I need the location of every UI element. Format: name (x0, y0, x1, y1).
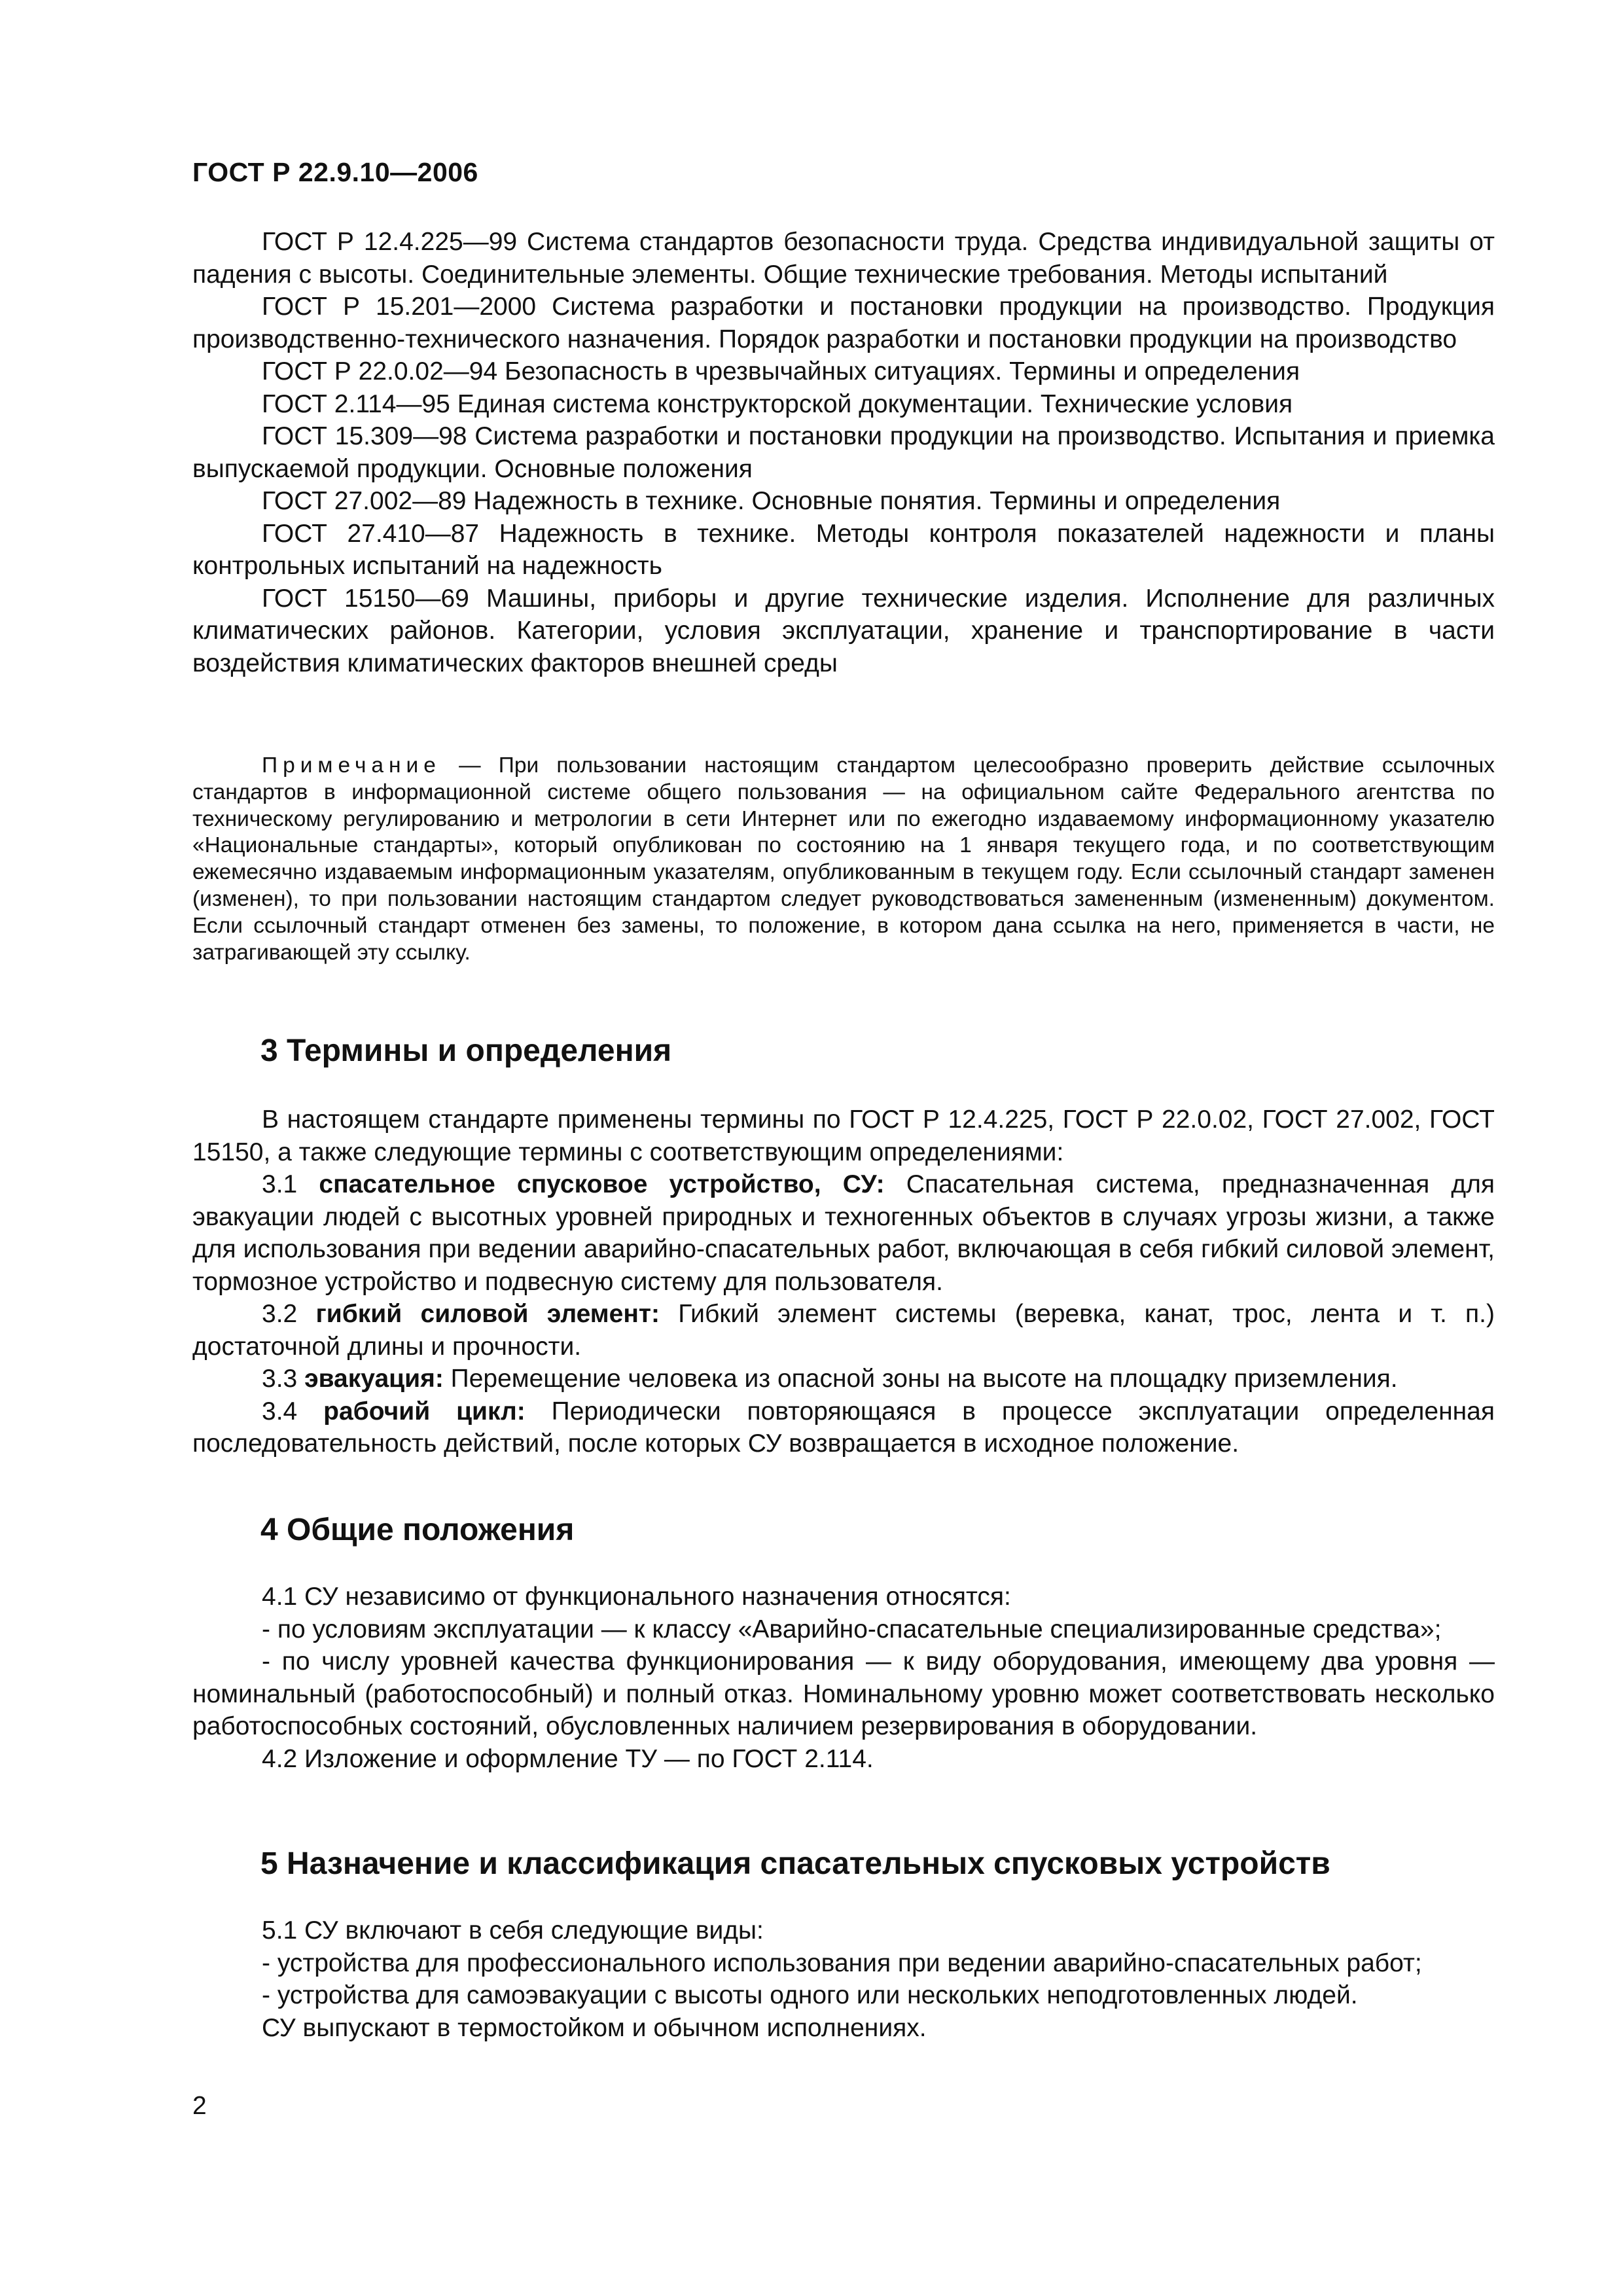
term-definition (192, 1363, 1495, 1395)
note-label: Примечание (262, 753, 441, 778)
section-4-paragraph: - по условиям эксплуатации — к классу «Аварийно-спасательные специализированные средства»; (262, 1615, 1442, 1643)
section-5-body (192, 1914, 1495, 2044)
term-name: спасательное спусковое устройство, СУ: (319, 1170, 885, 1198)
term-text: Периодически повторяющаяся в процессе эксплуатации определенная последовательность действий, после которых СУ возвращается в исходное положение. (192, 1397, 1495, 1458)
reference-item: ГОСТ Р 22.0.02—94 Безопасность в чрезвычайных ситуациях. Термины и определения (262, 357, 1300, 386)
reference-item: ГОСТ 2.114—95 Единая система конструкторской документации. Технические условия (262, 389, 1293, 418)
document-code: ГОСТ Р 22.9.10—2006 (192, 157, 478, 187)
section-4-body (192, 1581, 1495, 1775)
section-5-paragraph: - устройства для самоэвакуации с высоты одного или нескольких неподготовленных людей. (262, 1981, 1358, 2009)
reference-item: ГОСТ 15.309—98 Система разработки и постановки продукции на производство. Испытания и приемка выпускаемой продукции. Основные положения (192, 422, 1495, 483)
normative-references (192, 226, 1495, 679)
section-5-heading: 5 Назначение и классификация спасательных спусковых устройств (260, 1846, 1330, 1881)
section-5-paragraph: 5.1 СУ включают в себя следующие виды: (262, 1916, 764, 1945)
section-5-paragraph: - устройства для профессионального использования при ведении аварийно-спасательных работ; (262, 1948, 1422, 1977)
term-text: Перемещение человека из опасной зоны на высоте на площадку приземления. (443, 1365, 1398, 1393)
reference-item: ГОСТ Р 12.4.225—99 Система стандартов безопасности труда. Средства индивидуальной защиты от падения с высоты. Соединительные элементы. Общие технические требования. Методы испытаний (192, 228, 1495, 289)
section-5-paragraph: СУ выпускают в термостойком и обычном исполнениях. (262, 2013, 927, 2042)
term-number: 3.1 (262, 1170, 298, 1198)
section-3-intro: В настоящем стандарте применены термины по ГОСТ Р 12.4.225, ГОСТ Р 22.0.02, ГОСТ 27.002, ГОСТ 15150, а также следующие термины с соответствующим определениями: (192, 1105, 1495, 1166)
section-3-body (192, 1103, 1495, 1460)
term-definition (192, 1168, 1495, 1298)
term-text: Спасательная система, предназначенная для эвакуации людей с высотных уровней природных и техногенных объектов в случаях угрозы жизни, а также для использования при ведении аварийно-спасательных работ, включающая в себя гибкий силовой элемент, тормозное устройство и подвесную систему для пользователя. (192, 1170, 1495, 1296)
term-text: Гибкий элемент системы (веревка, канат, трос, лента и т. п.) достаточной длины и прочности. (192, 1300, 1495, 1361)
section-4-heading: 4 Общие положения (260, 1513, 575, 1547)
term-definition (192, 1298, 1495, 1363)
reference-item: ГОСТ 15150—69 Машины, приборы и другие технические изделия. Исполнение для различных климатических районов. Категории, условия эксплуатации, хранение и транспортирование в части воздействия климатических факторов внешней среды (192, 584, 1495, 677)
reference-item: ГОСТ 27.002—89 Надежность в технике. Основные понятия. Термины и определения (262, 487, 1281, 515)
page-number: 2 (192, 2092, 207, 2120)
reference-item: ГОСТ 27.410—87 Надежность в технике. Методы контроля показателей надежности и планы контрольных испытаний на надежность (192, 519, 1495, 580)
section-4-paragraph: 4.1 СУ независимо от функционального назначения относятся: (262, 1583, 1011, 1611)
term-number: 3.3 (262, 1365, 298, 1393)
term-number: 3.4 (262, 1397, 298, 1426)
section-4-paragraph: 4.2 Изложение и оформление ТУ — по ГОСТ 2.114. (262, 1744, 874, 1773)
term-name: гибкий силовой элемент: (315, 1300, 660, 1328)
term-number: 3.2 (262, 1300, 298, 1328)
section-3-heading: 3 Термины и определения (260, 1033, 672, 1068)
reference-item: ГОСТ Р 15.201—2000 Система разработки и постановки продукции на производство. Продукция производственно-технического назначения. Порядок разработки и постановки продукции на производство (192, 293, 1495, 353)
note-paragraph (192, 753, 1495, 966)
section-4-paragraph: - по числу уровней качества функционирования — к виду оборудования, имеющему два уровня — номинальный (работоспособный) и полный отказ. Номинальному уровню может соответствовать несколько работоспособных состояний, обусловленных наличием резервирования в оборудовании. (192, 1647, 1495, 1740)
note-text: — При пользовании настоящим стандартом целесообразно проверить действие ссылочных стандартов в информационной системе общего пользования — на официальном сайте Федерального агентства по техническому регулированию и метрологии в сети Интернет или по ежегодно издаваемому информационному указателю «Национальные стандарты», который опубликован по состоянию на 1 января текущего года, и по соответствующим ежемесячно издаваемым информационным указателям, опубликованным в текущем году. Если ссылочный стандарт заменен (изменен), то при пользовании настоящим стандартом следует руководствоваться замененным (измененным) документом. Если ссылочный стандарт отменен без замены, то положение, в котором дана ссылка на него, применяется в части, не затрагивающей эту ссылку. (192, 753, 1495, 965)
term-name: рабочий цикл: (323, 1397, 526, 1426)
term-definition (192, 1395, 1495, 1460)
term-name: эвакуация: (304, 1365, 444, 1393)
